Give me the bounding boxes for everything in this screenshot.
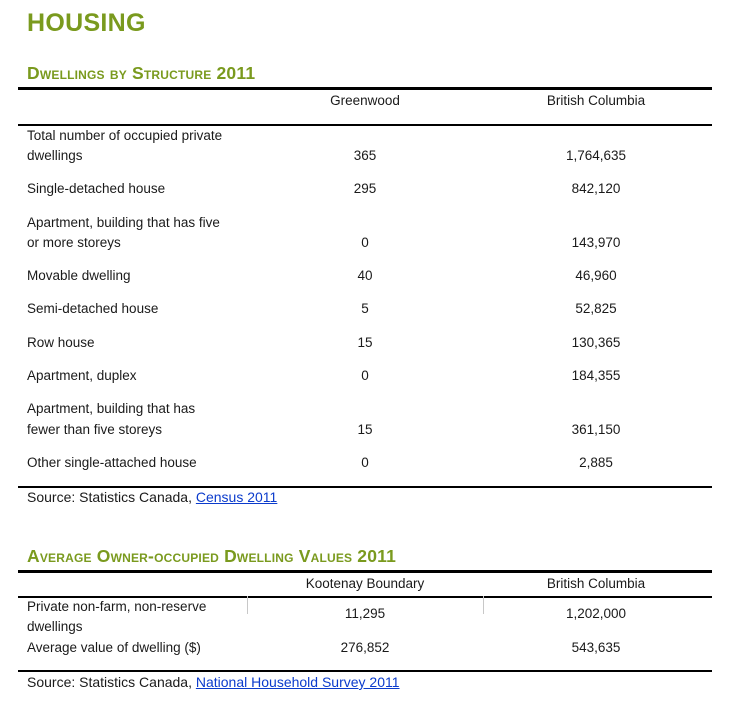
row-bc-value: 130,365 [571,335,621,350]
values-header-kootenay: Kootenay Boundary [305,576,425,591]
row-greenwood-value: 0 [361,368,369,383]
row-bc-value: 46,960 [575,268,617,283]
row-greenwood-value: 0 [361,235,369,250]
column-divider [483,596,484,614]
row-kootenay-value: 276,852 [340,640,390,655]
row-bc-value: 842,120 [571,181,621,196]
row-label: Private non-farm, non-reserve [27,599,207,614]
row-label-cont: fewer than five storeys [27,422,163,437]
dwellings-source [27,489,277,505]
row-greenwood-value: 15 [357,422,373,437]
row-label: Apartment, building that has [27,401,196,416]
row-label: Average value of dwelling ($) [27,640,201,655]
values-header-bc: British Columbia [546,576,646,591]
source-text: Source: Statistics Canada, [27,489,196,505]
values-section-title: Average Owner-occupied Dwelling Values 2011 [27,546,397,566]
row-label: Other single-attached house [27,455,197,470]
values-source [27,674,400,690]
row-label: Apartment, duplex [27,368,137,383]
row-label: Row house [27,335,95,350]
row-label: Apartment, building that has five [27,215,220,230]
row-label: Total number of occupied private [27,128,223,143]
row-bc-value: 143,970 [571,235,621,250]
nhs-2011-link[interactable]: National Household Survey 2011 [195,674,400,690]
dwellings-section-title: Dwellings by Structure 2011 [27,63,256,83]
row-greenwood-value: 0 [361,455,369,470]
values-bottom-rule [18,670,712,672]
page-title: HOUSING [27,9,146,37]
row-greenwood-value: 15 [357,335,373,350]
row-label-cont: dwellings [27,619,83,634]
dwellings-header-greenwood: Greenwood [330,93,400,108]
row-bc-value: 184,355 [571,368,621,383]
dwellings-top-rule [18,87,712,90]
dwellings-bottom-rule [18,486,712,488]
dwellings-header-bc: British Columbia [546,93,646,108]
census-2011-link[interactable]: Census 2011 [195,489,278,505]
row-bc-value: 52,825 [575,301,617,316]
row-bc-value: 361,150 [571,422,621,437]
row-greenwood-value: 295 [353,181,377,196]
row-kootenay-value: 11,295 [344,606,386,621]
row-greenwood-value: 40 [357,268,373,283]
row-bc-value: 1,202,000 [565,606,627,621]
values-top-rule [18,570,712,573]
row-label-cont: or more storeys [27,235,121,250]
row-label: Semi-detached house [27,301,159,316]
row-label-cont: dwellings [27,148,83,163]
row-label: Movable dwelling [27,268,131,283]
row-greenwood-value: 5 [361,301,369,316]
column-divider [247,596,248,614]
row-bc-value: 543,635 [571,640,621,655]
source-text: Source: Statistics Canada, [27,674,196,690]
row-greenwood-value: 365 [353,148,377,163]
row-bc-value: 2,885 [579,455,613,470]
row-bc-value: 1,764,635 [565,148,627,163]
row-label: Single-detached house [27,181,166,196]
